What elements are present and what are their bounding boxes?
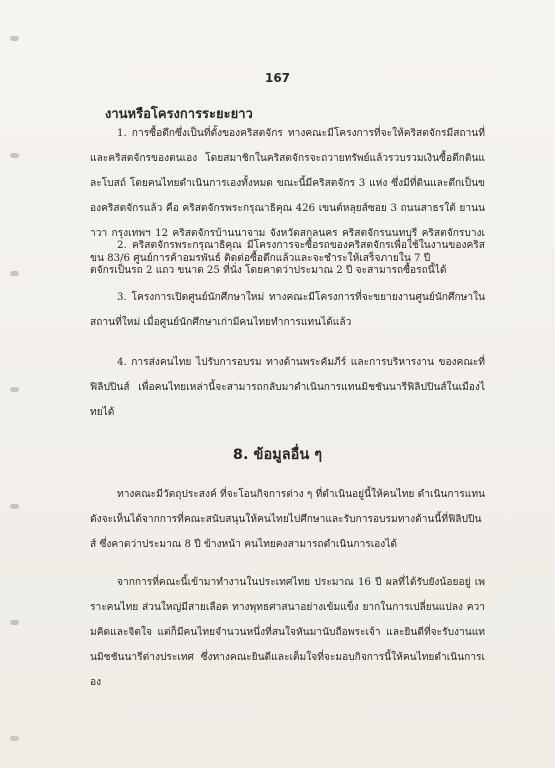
binder-hole: [10, 504, 19, 509]
list-item-text: 1. การซื้อตึกซึ่งเป็นที่ตั้งของคริสตจักร ทางคณะมีโครงการที่จะให้คริสตจักรมีสถานที่และคริสตจักรของตนเอง โดยสมาชิกในคริสตจักรจะถวายทรัพย์แล้วรวบรวมเงินซื้อตึกดินและโบสถ์ โดยคนไทยดำเนินการเองทั้งหมด ขณะนี้มีคริสตจักร 3 แห่ง ซึ่งมีที่ดินและตึกเป็นของคริสตจักรแล้ว คือ คริสตจักรพระกรุณาธิคุณ 426 เขนต์หลุยส์ซอย 3 ถนนสาธรใต้ ยานนาวา กรุงเทพฯ 12 คริสตจักรบ้านนาจาม จังหวัดสกลนคร คริสตจักรนนทบุรี คริสตจักรบางเขน 83/6 ศูนย์การค้าอมรพันธ์ ติดต่อซื้อตึกแล้วและจะชำระให้เสร็จภายใน 7 ปี: [90, 128, 485, 264]
section-heading: งานหรือโครงการระยะยาว: [105, 107, 253, 122]
binder-hole: [10, 153, 19, 158]
list-item: [90, 285, 485, 335]
list-item-text: 2. คริสตจักรพระกรุณาธิคุณ มีโครงการจะซื้อรถของคริสตจักรเพื่อใช้ในงานของคริสตจักรเป็นรถ 2 แถว ขนาด 25 ที่นั่ง โดยคาดว่าประมาณ 2 ปี จะสามารถซื้อรถนี้ได้: [90, 240, 485, 276]
paragraph-text: จากการที่คณะนี้เข้ามาทำงานในประเทศไทย ประมาณ 16 ปี ผลที่ได้รับยังน้อยอยู่ เพราะคนไทย ส่วนใหญ่มีสายเลือด ทางพุทธศาสนาอย่างเข้มแข็ง ยากในการเปลี่ยนแปลง ความคิดและจิตใจ แต่ก็มีคนไทยจำนวนหนึ่งที่สนใจหันมานับถือพระเจ้า และยินดีที่จะรับงานแทนมิชชันนารีต่างประเทศ ซึ่งทางคณะยินดีและเต็มใจที่จะมอบกิจการนี้ให้คนไทยดำเนินการเอง: [90, 577, 485, 688]
list-item-text: 4. การส่งคนไทย ไปรับการอบรม ทางด้านพระคัมภีร์ และการบริหารงาน ของคณะที่ฟิลิปปินส์ เพื่อคนไทยเหล่านี้จะสามารถกลับมาดำเนินการแทนมิชชันนารีฟิลิปปินส์ในเมืองไทยได้: [90, 357, 485, 418]
section-title: 8. ข้อมูลอื่น ๆ: [232, 447, 323, 463]
binder-hole: [10, 36, 19, 41]
body-paragraph: [90, 570, 485, 695]
list-item-text: 3. โครงการเปิดศูนย์นักศึกษาใหม่ ทางคณะมีโครงการที่จะขยายงานศูนย์นักศึกษาในสถานที่ใหม่ เมื่อศูนย์นักศึกษาเก่ามีคนไทยทำการแทนได้แล้ว: [90, 292, 485, 328]
binder-hole: [10, 620, 19, 625]
paragraph-text: ทางคณะมีวัตถุประสงค์ ที่จะโอนกิจการต่าง ๆ ที่ดำเนินอยู่นี้ให้คนไทย ดำเนินการแทน ดังจะเห็นได้จากการที่คณะสนับสนุนให้คนไทยไปศึกษาและรับการอบรมทางด้านนี้ที่ฟิลิปปินส์ ซึ่งคาดว่าประมาณ 8 ปี ข้างหน้า คนไทยคงสามารถดำเนินการเองได้: [90, 489, 485, 550]
body-paragraph: [90, 482, 485, 557]
binder-hole: [10, 387, 19, 392]
binder-hole: [10, 271, 19, 276]
page-number: 167: [264, 71, 291, 85]
binder-hole: [10, 736, 19, 741]
list-item: [90, 350, 485, 425]
list-item: [90, 233, 485, 283]
